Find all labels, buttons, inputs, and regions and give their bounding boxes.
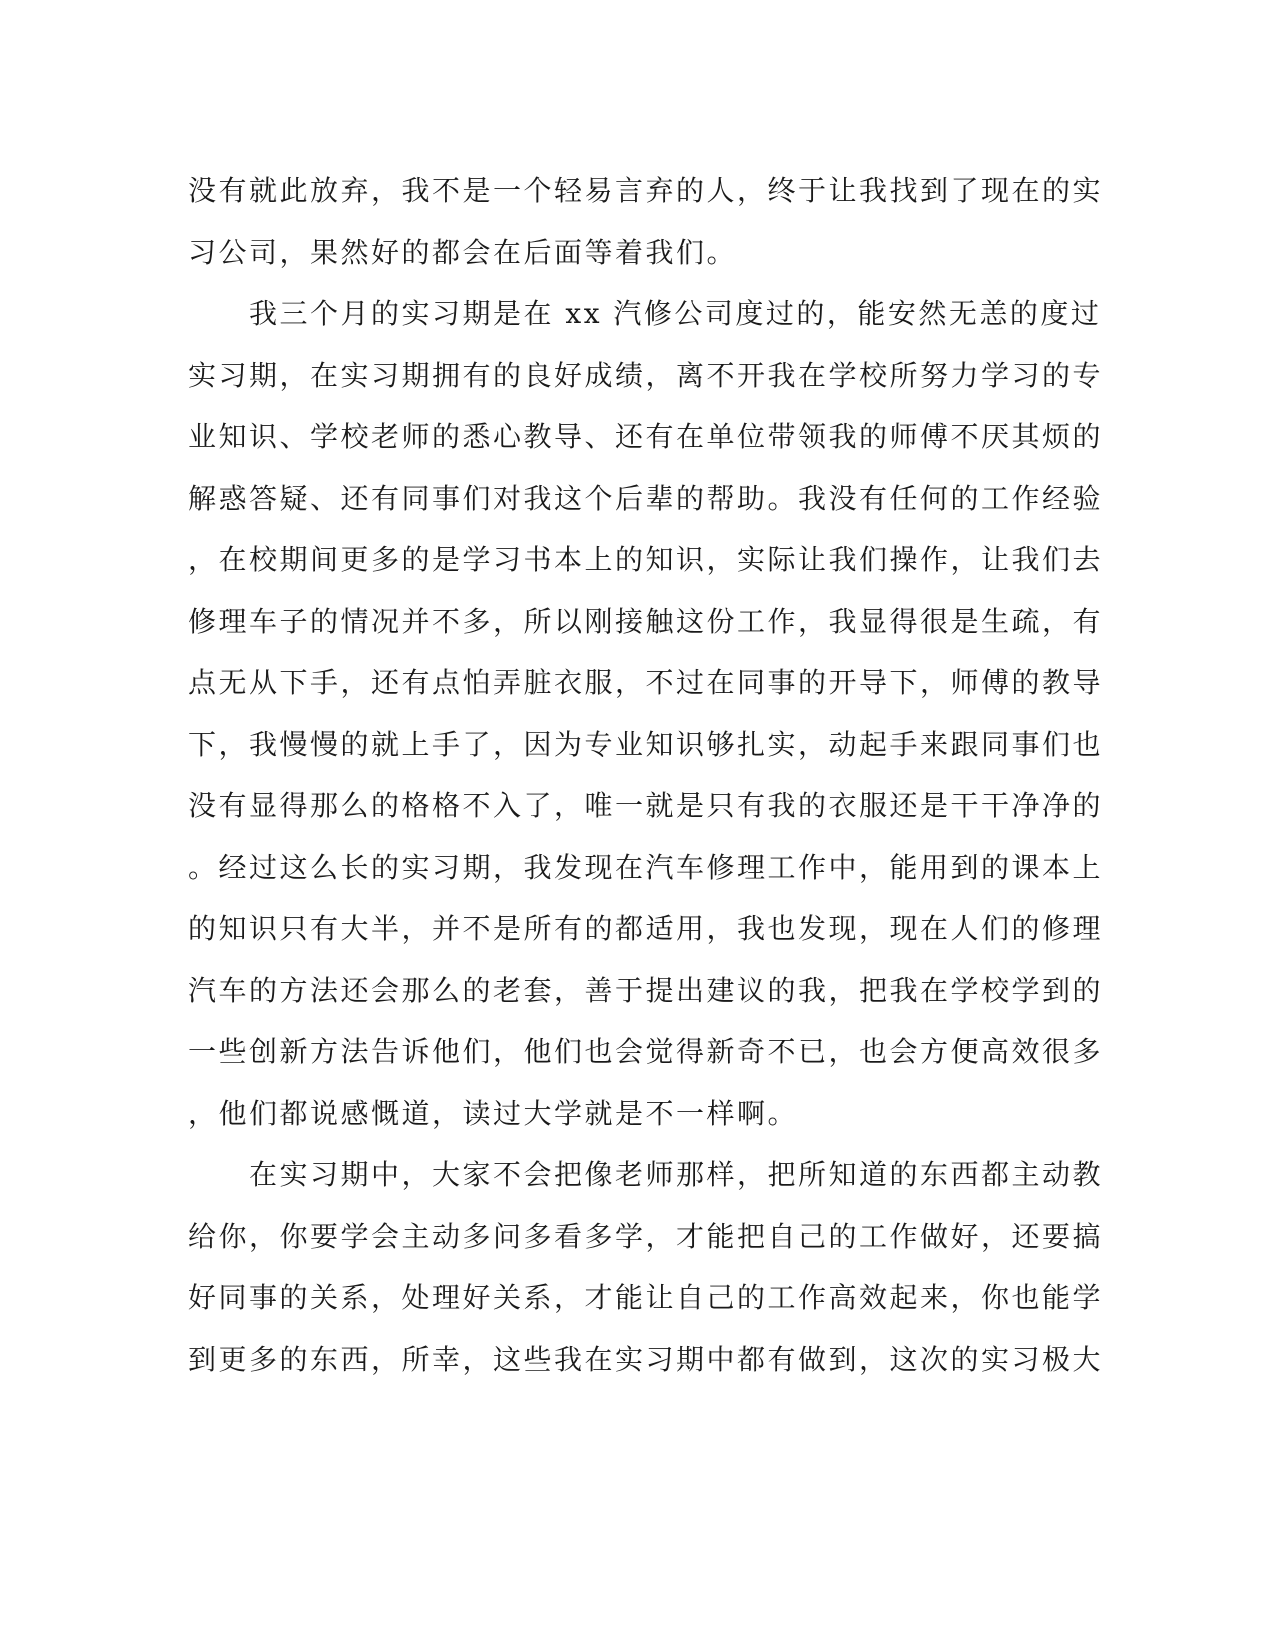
text-line: 下，我慢慢的就上手了，因为专业知识够扎实，动起手来跟同事们也 — [188, 727, 1104, 761]
text-line: ，他们都说感慨道，读过大学就是不一样啊。 — [188, 1096, 799, 1130]
text-line: 习公司，果然好的都会在后面等着我们。 — [188, 235, 738, 269]
body-text — [188, 160, 1104, 1390]
text-line: 在实习期中，大家不会把像老师那样，把所知道的东西都主动教 — [188, 1158, 1104, 1191]
text-line: 没有显得那么的格格不入了，唯一就是只有我的衣服还是干干净净的 — [188, 789, 1104, 822]
text-line: 点无从下手，还有点怕弄脏衣服，不过在同事的开导下，师傅的教导 — [188, 666, 1104, 699]
text-line: 修理车子的情况并不多，所以刚接触这份工作，我显得很是生疏，有 — [188, 604, 1104, 638]
text-line: 我三个月的实习期是在 xx 汽修公司度过的，能安然无恙的度过 — [188, 297, 1102, 330]
text-line: 好同事的关系，处理好关系，才能让自己的工作高效起来，你也能学 — [188, 1281, 1104, 1314]
text-line: 汽车的方法还会那么的老套，善于提出建议的我，把我在学校学到的 — [188, 973, 1104, 1007]
text-line: 的知识只有大半，并不是所有的都适用，我也发现，现在人们的修理 — [188, 912, 1104, 945]
text-line: ，在校期间更多的是学习书本上的知识，实际让我们操作，让我们去 — [188, 543, 1104, 576]
text-line: 到更多的东西，所幸，这些我在实习期中都有做到，这次的实习极大 — [188, 1342, 1104, 1376]
text-line: 。经过这么长的实习期，我发现在汽车修理工作中，能用到的课本上 — [188, 850, 1104, 884]
text-line: 解惑答疑、还有同事们对我这个后辈的帮助。我没有任何的工作经验 — [188, 481, 1104, 515]
text-line: 给你，你要学会主动多问多看多学，才能把自己的工作做好，还要搞 — [188, 1219, 1104, 1253]
text-line: 一些创新方法告诉他们，他们也会觉得新奇不已，也会方便高效很多 — [188, 1035, 1104, 1068]
text-line: 业知识、学校老师的悉心教导、还有在单位带领我的师傅不厌其烦的 — [188, 420, 1104, 453]
text-line: 没有就此放弃，我不是一个轻易言弃的人，终于让我找到了现在的实 — [188, 174, 1104, 207]
text-line: 实习期，在实习期拥有的良好成绩，离不开我在学校所努力学习的专 — [188, 358, 1104, 392]
